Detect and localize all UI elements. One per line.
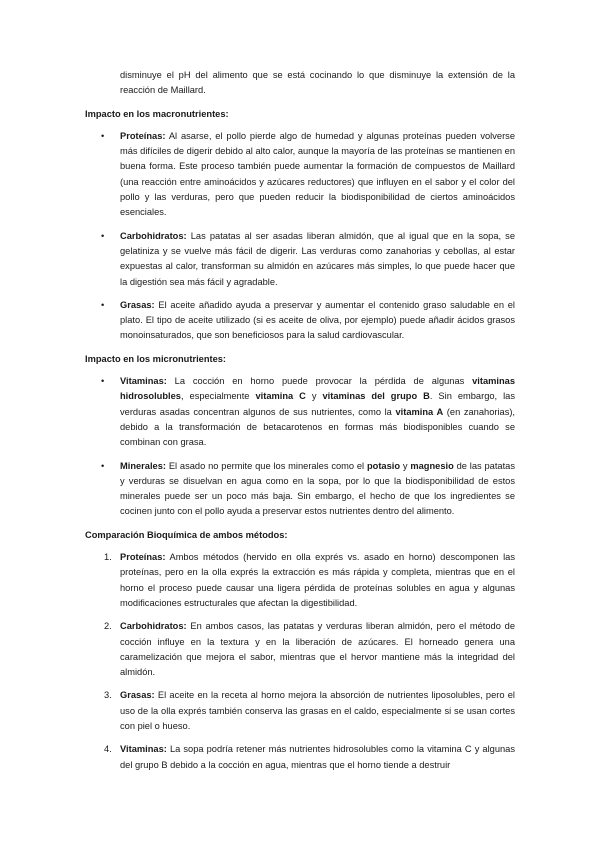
item-text: Ambos métodos (hervido en olla exprés vs. asado en horno) descomponen las proteínas, pero en la olla exprés la extracción es más rápida y completa, mientras que en el horno el proceso puede causar una ligera pérdida de proteínas solubles en agua y algunas modificaciones estructurales que afectan la digestibilidad. — [120, 552, 515, 608]
number-marker: 1. — [104, 552, 112, 563]
numbered-list — [0, 550, 599, 773]
bullet-marker: • — [101, 460, 105, 471]
list-item — [0, 619, 599, 680]
section-heading: Comparación Bioquímica de ambos métodos: — [85, 529, 288, 540]
item-text: El aceite en la receta al horno mejora la absorción de nutrientes liposolubles, pero el uso de la olla exprés también conserva las grasas en el caldo, especialmente si se usan cortes con piel o hueso. — [120, 690, 515, 731]
bullet-marker: • — [101, 299, 105, 310]
section-heading: Impacto en los micronutrientes: — [85, 353, 227, 364]
text-run: La cocción en horno puede provocar la pérdida de algunas — [166, 376, 473, 387]
text-run: , especialmente — [180, 391, 256, 402]
section-macronutrients — [0, 107, 599, 344]
item-text: En ambos casos, las patatas y verduras liberan almidón, pero el método de cocción influye en la textura y en la liberación de azúcares. El horneado genera una caramelización que mejora el sabor, mientras que el hervor mantiene más la integridad del almidón. — [120, 621, 515, 678]
item-text: Las patatas al ser asadas liberan almidón, que al igual que en la sopa, se gelatiniza y se vuelve más fácil de digerir. Las verduras como zanahorias y cebollas, al estar expuestas al calor, transforman su almidón en azúcares más simples, lo que puede hacer que la digestión sea más fácil y agradable. — [120, 230, 515, 287]
item-label: Carbohidratos: — [120, 621, 187, 632]
bold-term: vitamina C — [255, 391, 306, 402]
bullet-marker: • — [101, 376, 105, 387]
section-comparison — [0, 528, 599, 773]
item-label: Proteínas: — [120, 552, 166, 563]
bullet-marker: • — [101, 230, 105, 241]
bold-term: vitaminas hidrosolubles — [120, 376, 515, 402]
item-text: El aceite añadido ayuda a preservar y aumentar el contenido graso saludable en el plato. El tipo de aceite utilizado (si es aceite de oliva, por ejemplo) puede añadir ácidos grasos monoinsaturados, que son beneficiosos para la salud cardiovascular. — [120, 299, 515, 341]
text-run: . Sin embargo, las verduras asadas concentran algunos de sus nutrientes, como la — [120, 391, 515, 417]
list-item — [0, 374, 599, 450]
list-item — [0, 742, 599, 773]
intro-continuation: disminuye el pH del alimento que se está cocinando lo que disminuye la extensión de la reacción de Maillard. — [120, 70, 515, 96]
list-item — [0, 129, 599, 221]
item-label: Grasas: — [120, 299, 155, 310]
list-item — [0, 298, 599, 344]
bold-term: Minerales: — [120, 460, 166, 471]
item-text: Al asarse, el pollo pierde algo de humedad y algunas proteínas pueden volverse más difíciles de digerir debido al alto calor, aunque la mayoría de las proteínas se mantienen en buena forma. Este proceso también puede aumentar la formación de compuestos de Maillard (una reacción entre aminoácidos y azúcares reductores) que influyen en el sabor y el color del pollo y las verduras, pero que pueden reducir la biodisponibilidad de ciertos aminoácidos esenciales. — [120, 130, 515, 218]
bold-term: potasio — [366, 460, 401, 471]
item-text: La sopa podría retener más nutrientes hidrosolubles como la vitamina C y algunas del grupo B debido a la cocción en agua, mientras que el horno tiende a destruir — [120, 744, 515, 770]
item-label: Grasas: — [120, 690, 155, 701]
bullet-list — [0, 374, 599, 520]
rich-text — [120, 461, 515, 517]
item-label: Proteínas: — [120, 130, 166, 141]
item-label: Vitaminas: — [120, 744, 167, 755]
document-body — [0, 68, 599, 781]
list-item — [0, 550, 599, 611]
section-heading: Impacto en los macronutrientes: — [85, 108, 229, 119]
number-marker: 3. — [104, 690, 112, 701]
list-item — [0, 229, 599, 290]
bold-term: vitamina A — [395, 406, 444, 417]
item-label: Carbohidratos: — [120, 230, 187, 241]
bold-term: magnesio — [410, 460, 454, 471]
number-marker: 2. — [104, 621, 112, 632]
bullet-list — [0, 129, 599, 344]
bold-term: Vitaminas: — [120, 376, 167, 387]
text-run: de las patatas y verduras se disuelvan en agua como en la sopa, por lo que la biodisponibilidad de estos minerales puede ser un poco más baja. Sin embargo, el hecho de que los ingredientes se cocinen junto con el pollo ayuda a preservar estos nutrientes dentro del alimento. — [120, 460, 515, 517]
text-run: El asado no permite que los minerales como el — [166, 460, 367, 471]
list-item — [0, 688, 599, 734]
text-run: y — [305, 391, 323, 402]
bold-term: vitaminas del grupo B — [322, 391, 430, 402]
text-run: y — [400, 460, 411, 471]
rich-text — [120, 376, 515, 447]
list-item — [0, 459, 599, 520]
number-marker: 4. — [104, 744, 112, 755]
bullet-marker: • — [101, 130, 105, 141]
section-micronutrients — [0, 352, 599, 520]
text-run: (en zanahorias), debido a la transformación de betacarotenos en formas más biodisponibles cuando se combinan con grasa. — [120, 406, 516, 448]
